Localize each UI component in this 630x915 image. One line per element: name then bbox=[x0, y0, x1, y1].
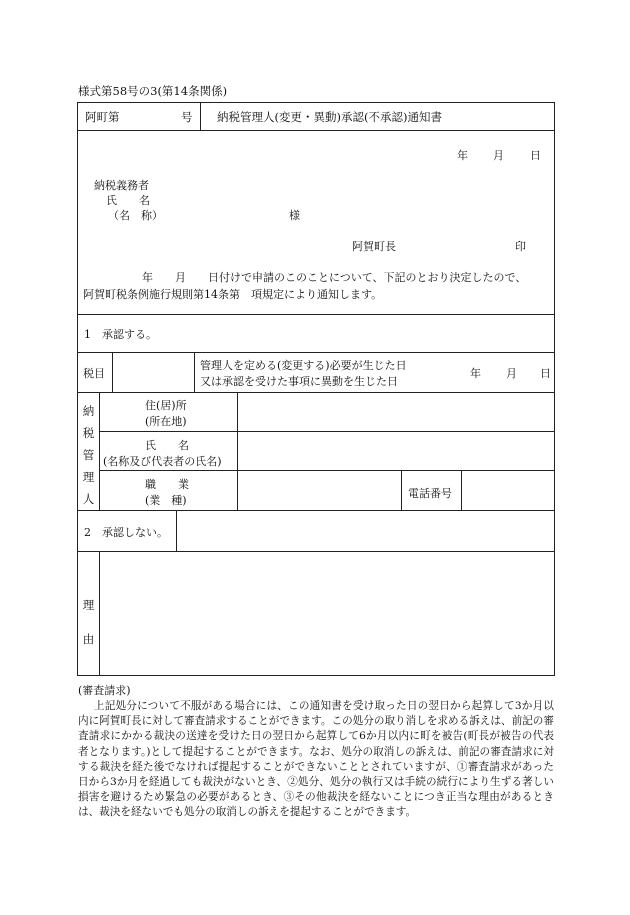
date-year: 年 bbox=[457, 149, 468, 162]
tax-item-label: 税目 bbox=[83, 367, 105, 380]
tax-date-month: 月 bbox=[506, 367, 517, 380]
notice-number-label: 阿町第 bbox=[85, 110, 120, 124]
taxpayer-role: 納税義務者 bbox=[94, 179, 149, 192]
date-day: 日 bbox=[530, 149, 541, 162]
reason-vertical-label: 理 由 bbox=[82, 598, 95, 646]
manager-name-label: 氏 名 bbox=[145, 439, 189, 452]
form-label: 様式第58号の3(第14条関係) bbox=[78, 84, 228, 98]
notice-number-suffix: 号 bbox=[181, 110, 193, 124]
phone-label: 電話番号 bbox=[408, 487, 452, 500]
manager-address-sub: (所在地) bbox=[145, 415, 187, 428]
manager-job-sub: (業 種) bbox=[145, 494, 187, 507]
issuer-seal: 印 bbox=[515, 240, 526, 253]
tax-date-year: 年 bbox=[470, 367, 481, 380]
date-month: 月 bbox=[493, 149, 504, 162]
reject-label: 2 承認しない。 bbox=[84, 526, 168, 539]
manager-name-sub: (名称及び代表者の氏名) bbox=[103, 455, 222, 468]
document-title: 納税管理人(変更・異動)承認(不承認)通知書 bbox=[217, 110, 442, 124]
honorific: 様 bbox=[289, 209, 300, 222]
notes-paragraph: 上記処分について不服がある場合には、この通知書を受け取った日の翌日から起算して3か月以内に阿賀町長に対して審査請求することができます。この処分の取り消しを求める訴えは、前記の審査請求にかかる裁決の送達を受けた日の翌日から起算して6か月以内に町を被告(町長が被告の代表者となります。)として提起することができます。なお、処分の取消しの訴えは、前記の審査請求に対する裁決を経た後でなければ提起することができないこととされていますが、①審査請求があった日から3か月を経過しても裁決がないとき、②処分、処分の執行又は手続の続行により生ずる著しい損害を避けるため緊急の必要があるとき、③その他裁決を経ないことにつき正当な理由があるときは、裁決を経ないでも処分の取消しの訴えを提起することができます。 bbox=[78, 700, 554, 819]
tax-reason-line1: 管理人を定める(変更する)必要が生じた日 bbox=[200, 359, 407, 372]
notes-paragraph-block bbox=[78, 699, 554, 821]
body-text-line1: 年 月 日付けで申請のこのことについて、下記のとおり決定したので、 bbox=[142, 271, 527, 284]
tax-reason-line2: 又は承認を受けた事項に異動を生じた日 bbox=[200, 375, 398, 388]
body-text-line2: 阿賀町税条例施行規則第14条第 項規定により通知します。 bbox=[83, 288, 383, 301]
manager-address-label: 住(居)所 bbox=[145, 399, 187, 412]
tax-date-day: 日 bbox=[540, 367, 551, 380]
issuer-name: 阿賀町長 bbox=[352, 240, 396, 253]
taxpayer-name-label: 氏 名 bbox=[106, 194, 150, 207]
approve-label: 1 承認する。 bbox=[84, 328, 157, 341]
notes-heading: (審査請求) bbox=[78, 684, 131, 697]
taxpayer-name-sub: （名 称） bbox=[108, 209, 163, 222]
tax-manager-vertical-label: 納 税 管 理 人 bbox=[82, 404, 95, 506]
manager-job-label: 職 業 bbox=[145, 478, 189, 491]
